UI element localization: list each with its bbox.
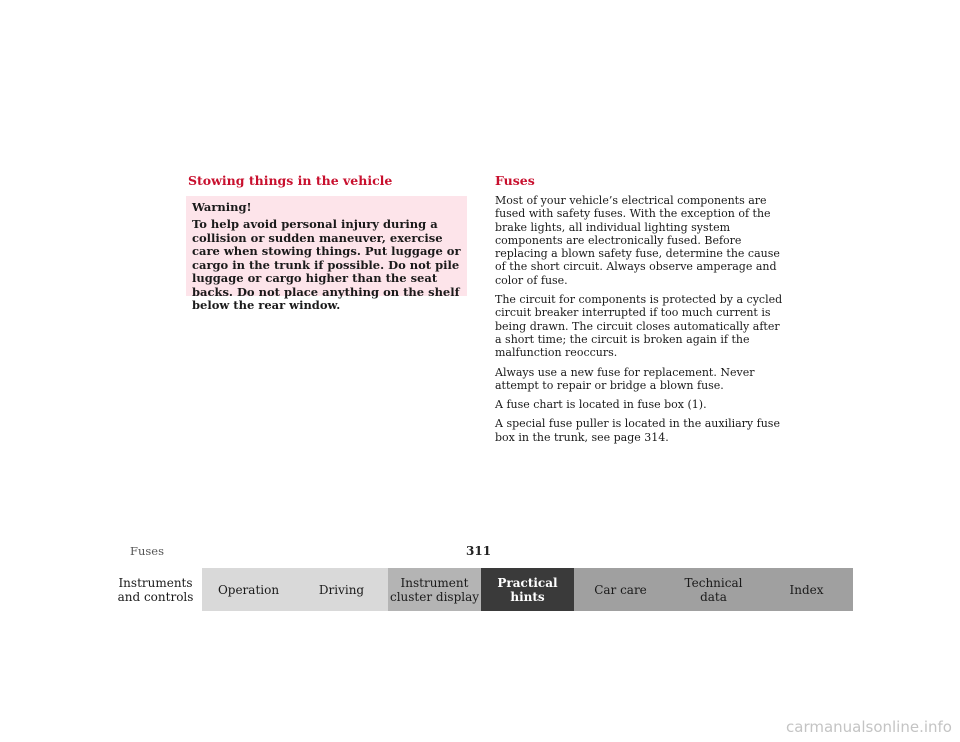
section-heading-stowing: Stowing things in the vehicle xyxy=(188,173,393,188)
footer-section-label: Fuses xyxy=(130,544,164,558)
tab-index[interactable]: Index xyxy=(760,568,853,611)
warning-box xyxy=(186,196,467,312)
tab-instruments-and-controls[interactable]: Instruments and controls xyxy=(109,568,202,611)
warning-body: To help avoid personal injury during a collision or sudden maneuver, exercise care when stowing things. Put luggage or cargo in the trunk if possible. Do not pile luggage or cargo higher than the seat backs. Do not place anything on the shelf below the rear window. xyxy=(192,217,461,312)
tab-car-care[interactable]: Car care xyxy=(574,568,667,611)
chapter-nav xyxy=(109,568,853,611)
paragraph: The circuit for components is protected by a cycled circuit breaker interrupted if too much current is being drawn. The circuit closes automatically after a short time; the circuit is broken again if the malfunction reoccurs. xyxy=(495,293,783,360)
page-number: 311 xyxy=(466,544,492,558)
tab-practical-hints[interactable]: Practical hints xyxy=(481,568,574,611)
tab-technical-data[interactable]: Technical data xyxy=(667,568,760,611)
paragraph: A fuse chart is located in fuse box (1). xyxy=(495,398,707,412)
tab-driving[interactable]: Driving xyxy=(295,568,388,611)
paragraph: A special fuse puller is located in the auxiliary fuse box in the trunk, see page 314. xyxy=(495,417,780,444)
section-heading-fuses: Fuses xyxy=(495,173,535,188)
tab-operation[interactable]: Operation xyxy=(202,568,295,611)
paragraph: Always use a new fuse for replacement. Never attempt to repair or bridge a blown fuse. xyxy=(495,365,755,392)
tab-instrument-cluster-display[interactable]: Instrument cluster display xyxy=(388,568,481,611)
watermark-text: carmanualsonline.info xyxy=(786,718,952,736)
fuses-body xyxy=(495,194,785,450)
warning-title: Warning! xyxy=(192,200,252,214)
paragraph: Most of your vehicle’s electrical components are fused with safety fuses. With the exception of the brake lights, all individual lighting system components are electronically fused. Before replacing a blown safety fuse, determine the cause of the short circuit. Always observe amperage and color of fuse. xyxy=(495,194,780,287)
